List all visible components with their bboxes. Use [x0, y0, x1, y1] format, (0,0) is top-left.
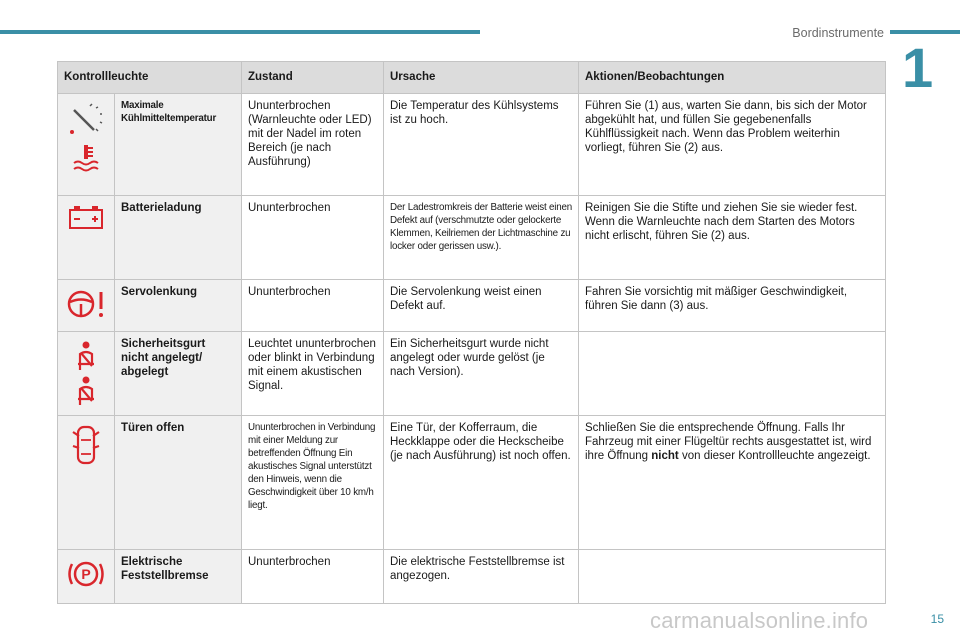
column-header: Zustand	[242, 62, 384, 94]
warning-lights-table	[57, 61, 886, 604]
watermark: carmanualsonline.info	[650, 608, 869, 633]
chapter-number: 1	[902, 36, 934, 99]
action-cell	[579, 550, 886, 604]
table-row	[58, 94, 886, 196]
action-text: von dieser Kontrollleuchte angezeigt.	[678, 450, 871, 462]
door-open-icon	[70, 424, 102, 466]
icon-cell	[58, 196, 115, 280]
parking-brake-icon	[66, 558, 106, 590]
cause-cell: Eine Tür, der Kofferraum, die Heckklappe oder die Heckscheibe (je nach Ausführung) ist noch offen.	[384, 416, 579, 550]
icon-cell	[58, 416, 115, 550]
action-text: Schließen Sie die entsprechende Öffnung. Falls Ihr Fahrzeug mit einer Flügeltür rechts ausgestattet ist, wird ihre Öffnung	[585, 422, 872, 462]
column-header: Kontrollleuchte	[58, 62, 242, 94]
action-cell: Führen Sie (1) aus, warten Sie dann, bis sich der Motor abgekühlt hat, und füllen Sie gegebenenfalls Kühlflüssigkeit nach. Wenn das Problem weiterhin vorliegt, führen Sie (2) aus.	[579, 94, 886, 196]
cause-cell: Die Servolenkung weist einen Defekt auf.	[384, 280, 579, 332]
action-cell: Reinigen Sie die Stifte und ziehen Sie sie wieder fest. Wenn die Warnleuchte nach dem Starten des Motors nicht erlischt, führen Sie (2) aus.	[579, 196, 886, 280]
column-header: Ursache	[384, 62, 579, 94]
seatbelt-icon	[72, 375, 100, 407]
svg-text:P: P	[81, 566, 91, 582]
table-header-row	[58, 62, 886, 94]
table-row	[58, 280, 886, 332]
table-row	[58, 332, 886, 416]
table-row	[58, 550, 886, 604]
cause-cell: Die elektrische Feststellbremse ist angezogen.	[384, 550, 579, 604]
state-cell: Ununterbrochen	[242, 196, 384, 280]
state-cell: Ununterbrochen	[242, 280, 384, 332]
action-cell	[579, 332, 886, 416]
coolant-gauge-icon	[64, 102, 108, 140]
section-title: Bordinstrumente	[792, 26, 884, 40]
seatbelt-icon	[72, 340, 100, 372]
icon-cell	[58, 94, 115, 196]
icon-cell	[58, 280, 115, 332]
cause-cell: Der Ladestromkreis der Batterie weist einen Defekt auf (verschmutzte oder gelockerte Klemmen, Keilriemen der Lichtmaschine zu locker oder gerissen usw.).	[384, 196, 579, 280]
warning-light-name: Elektrische Feststellbremse	[115, 550, 242, 604]
table-row	[58, 196, 886, 280]
warning-light-name: Türen offen	[115, 416, 242, 550]
state-cell: Ununterbrochen	[242, 550, 384, 604]
state-cell: Ununterbrochen (Warnleuchte oder LED) mit der Nadel im roten Bereich (je nach Ausführung)	[242, 94, 384, 196]
power-steering-icon	[66, 288, 106, 320]
coolant-temperature-icon	[71, 143, 101, 173]
state-cell: Ununterbrochen in Verbindung mit einer Meldung zur betreffenden Öffnung Ein akustisches Signal unterstützt den Hinweis, wenn die Geschwindigkeit über 10 km/h liegt.	[242, 416, 384, 550]
action-emphasis: nicht	[651, 450, 679, 462]
cause-cell: Die Temperatur des Kühlsystems ist zu hoch.	[384, 94, 579, 196]
icon-cell	[58, 550, 115, 604]
warning-light-name: Servolenkung	[115, 280, 242, 332]
battery-icon	[68, 204, 104, 230]
page-number: 15	[930, 612, 944, 626]
warning-light-name: Sicherheitsgurt nicht angelegt/ abgelegt	[115, 332, 242, 416]
header-accent-bar	[0, 30, 480, 34]
action-cell	[579, 416, 886, 550]
action-cell: Fahren Sie vorsichtig mit mäßiger Geschwindigkeit, führen Sie dann (3) aus.	[579, 280, 886, 332]
column-header: Aktionen/Beobachtungen	[579, 62, 886, 94]
chapter-accent-bar	[890, 30, 960, 34]
table-row	[58, 416, 886, 550]
cause-cell: Ein Sicherheitsgurt wurde nicht angelegt oder wurde gelöst (je nach Version).	[384, 332, 579, 416]
warning-light-name: Maximale Kühlmitteltemperatur	[115, 94, 242, 196]
state-cell: Leuchtet ununterbrochen oder blinkt in Verbindung mit einem akustischen Signal.	[242, 332, 384, 416]
warning-light-name: Batterieladung	[115, 196, 242, 280]
icon-cell	[58, 332, 115, 416]
